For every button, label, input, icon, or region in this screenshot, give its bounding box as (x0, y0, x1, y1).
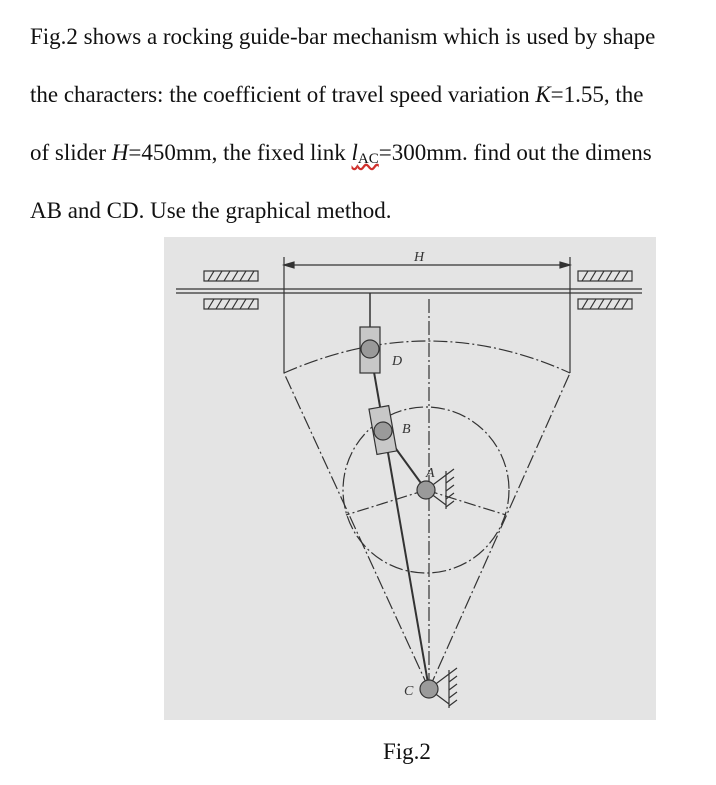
hatch-right-top (582, 271, 628, 281)
guide-bar-left-extreme (284, 373, 429, 689)
crank-tangent-right (426, 490, 506, 515)
crank-tangent-left (346, 490, 426, 515)
ground-right-top (578, 271, 632, 281)
problem-line-2-tail: =1.55, the (550, 82, 644, 107)
problem-line-2-text: the characters: the coefficient of travel speed variation (30, 82, 536, 107)
point-d-arc (284, 341, 570, 373)
problem-line-1 (30, 22, 655, 52)
pin-c (420, 680, 438, 698)
problem-line-3-mid: =450mm, the fixed link (128, 140, 352, 165)
pivot-a-hatch (446, 469, 454, 507)
label-h: H (414, 250, 425, 265)
problem-line-3 (30, 138, 652, 174)
pin-d (361, 340, 379, 358)
fixed-link-symbol (352, 140, 379, 165)
problem-line-3-tail: =300mm. find out the dimens (378, 140, 652, 165)
h-symbol: H (111, 140, 129, 165)
mechanism-diagram (164, 237, 656, 720)
hatch-left-top (208, 271, 254, 281)
problem-line-1-text: Fig.2 shows a rocking guide-bar mechanism which is used by shape (30, 24, 656, 49)
figure-caption: Fig.2 (383, 739, 431, 764)
k-symbol: K (535, 82, 551, 107)
label-d: D (392, 354, 403, 369)
link-symbol: l (351, 140, 358, 165)
h-arrow-left (284, 262, 294, 268)
mechanism-figure (164, 237, 656, 720)
hatch-left-bottom (208, 299, 254, 309)
link-subscript: AC (357, 151, 379, 167)
pivot-c-hatch (449, 668, 457, 706)
label-a: A (426, 466, 435, 481)
hatch-right-bottom (582, 299, 628, 309)
problem-line-3-text: of slider (30, 140, 112, 165)
pin-a (417, 481, 435, 499)
guide-bar-right-extreme (429, 373, 570, 689)
pin-b (374, 422, 392, 440)
problem-line-4-text: AB and CD. Use the graphical method. (30, 198, 392, 223)
problem-line-4 (30, 196, 392, 226)
guide-bar (370, 349, 429, 689)
ground-left-top (204, 271, 258, 281)
label-c: C (404, 684, 414, 699)
problem-line-2 (30, 80, 644, 110)
ground-left-bottom (204, 299, 258, 309)
h-arrow-right (560, 262, 570, 268)
ground-right-bottom (578, 299, 632, 309)
label-b: B (402, 422, 411, 437)
